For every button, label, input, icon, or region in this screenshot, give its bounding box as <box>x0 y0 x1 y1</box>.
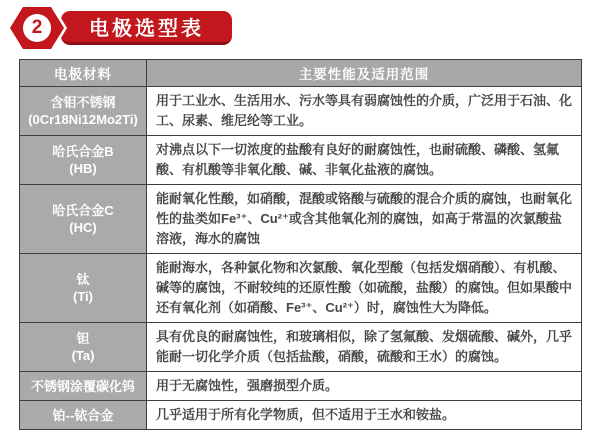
material-code: (0Cr18Ni12Mo2Ti) <box>28 112 138 127</box>
material-cell <box>20 401 147 430</box>
material-cell <box>20 254 147 323</box>
description-cell: 具有优良的耐腐蚀性，和玻璃相似，除了氢氟酸、发烟硫酸、碱外，几乎能耐一切化学介质（包括盐酸，硝酸，硫酸和王水）的腐蚀。 <box>147 323 582 372</box>
material-name: 不锈钢涂覆碳化钨 <box>30 378 135 394</box>
column-header-performance: 主要性能及适用范围 <box>147 60 582 87</box>
description-cell: 用于无腐蚀性，强磨损型介质。 <box>147 372 582 401</box>
table-row <box>20 401 582 430</box>
material-cell <box>20 185 147 254</box>
description-cell: 能耐氧化性酸，如硝酸，混酸或铬酸与硫酸的混合介质的腐蚀，也耐氧化性的盐类如Fe³⁺、Cu²⁺或含其他氧化剂的腐蚀，如高于常温的次氯酸盐溶液，海水的腐蚀 <box>147 185 582 254</box>
description-cell: 对沸点以下一切浓度的盐酸有良好的耐腐蚀性，也耐硫酸、磷酸、氢氟酸、有机酸等非氧化酸、碱、非氧化盐液的腐蚀。 <box>147 136 582 185</box>
column-header-material: 电极材料 <box>20 60 147 87</box>
page-header <box>0 0 600 56</box>
material-code: (HC) <box>69 220 97 235</box>
material-name: 钽 <box>76 331 90 346</box>
material-cell <box>20 136 147 185</box>
material-cell <box>20 87 147 136</box>
number-badge <box>7 4 67 52</box>
badge-circle <box>23 14 51 42</box>
page-title: 电极选型表 <box>89 18 204 40</box>
material-name: 铂--铱合金 <box>52 407 114 423</box>
table-row <box>20 87 582 136</box>
table-row <box>20 254 582 323</box>
material-cell <box>20 372 147 401</box>
table-row <box>20 372 582 401</box>
material-code: (HB) <box>69 161 97 176</box>
material-cell <box>20 323 147 372</box>
material-name: 钛 <box>76 272 90 287</box>
description-cell: 用于工业水、生活用水、污水等具有弱腐蚀性的介质，广泛用于石油、化工、尿素、维尼纶等工业。 <box>147 87 582 136</box>
description-cell: 几乎适用于所有化学物质，但不适用于王水和铵盐。 <box>147 401 582 430</box>
material-name: 哈氏合金C <box>52 203 114 218</box>
material-code: (Ti) <box>73 289 93 304</box>
electrode-selection-table <box>19 59 582 430</box>
table-row <box>20 185 582 254</box>
badge-number: 2 <box>31 17 43 38</box>
table-row <box>20 323 582 372</box>
table-header-row <box>20 60 582 87</box>
description-cell: 能耐海水，各种氯化物和次氯酸、氧化型酸（包括发烟硝酸）、有机酸、碱等的腐蚀，不耐较纯的还原性酸（如硫酸，盐酸）的腐蚀。但如果酸中还有氧化剂（如硝酸、Fe³⁺、Cu²⁺）时，腐蚀性大为降低。 <box>147 254 582 323</box>
table-row <box>20 136 582 185</box>
material-name: 哈氏合金B <box>52 144 114 159</box>
material-code: (Ta) <box>71 348 95 363</box>
title-pill <box>61 11 232 45</box>
material-name: 含钼不锈钢 <box>50 95 116 110</box>
